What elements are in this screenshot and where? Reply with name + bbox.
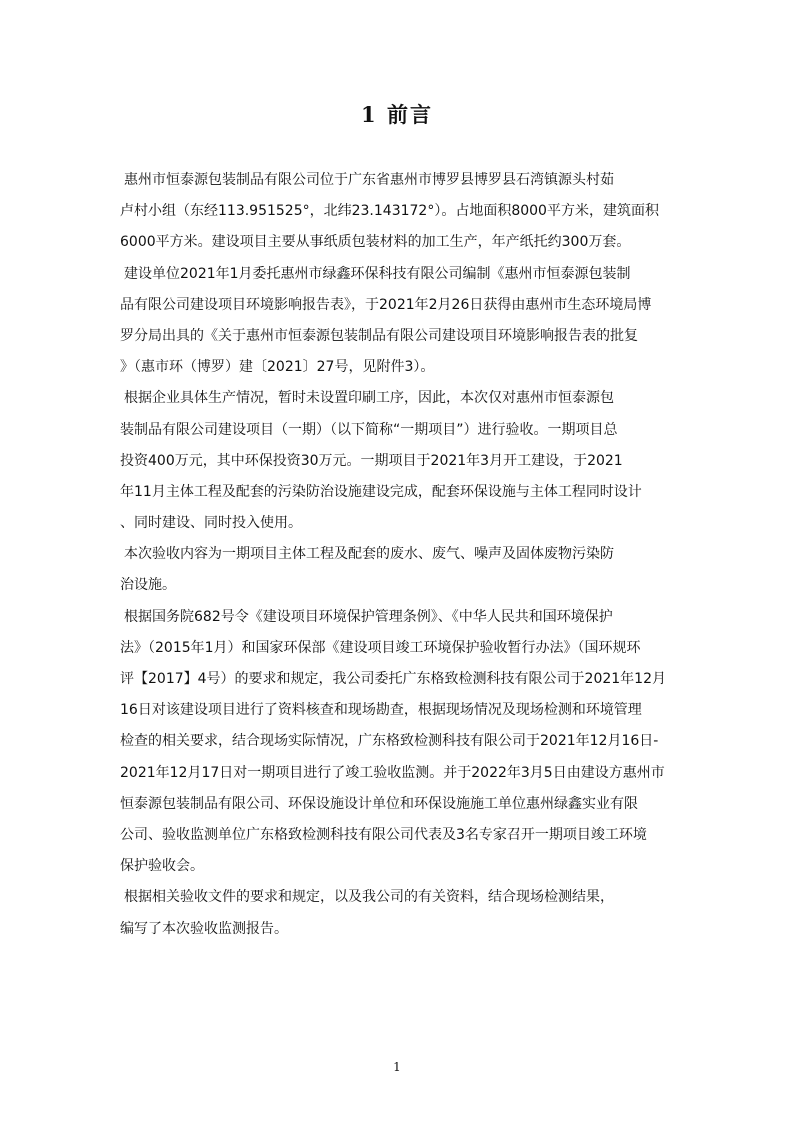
text-line: 6000平方米。建设项目主要从事纸质包装材料的加工生产，年产纸托约300万套。 <box>120 234 631 251</box>
text-line: 罗分局出具的《关于惠州市恒泰源包装制品有限公司建设项目环境影响报告表的批复 <box>120 327 638 344</box>
text-line: 评【2017】4号）的要求和规定，我公司委托广东格致检测科技有限公司于2021年12月 <box>120 671 666 687</box>
text-line: 惠州市恒泰源包装制品有限公司位于广东省惠州市博罗县博罗县石湾镇源头村茹 <box>124 172 614 188</box>
paragraph-phase-one <box>120 383 696 539</box>
text-line: 根据相关验收文件的要求和规定，以及我公司的有关资料，结合现场检测结果， <box>124 889 614 906</box>
section-title: 1 前言 <box>361 102 433 127</box>
text-line: 、同时建设、同时投入使用。 <box>120 515 302 532</box>
text-line: 装制品有限公司建设项目（一期）（以下简称“一期项目”）进行验收。一期项目总 <box>120 421 618 438</box>
text-line: 本次验收内容为一期项目主体工程及配套的废水、废气、噪声及固体废物污染防 <box>124 546 614 563</box>
text-line: 》（惠市环（博罗）建〔2021〕27号，见附件3）。 <box>120 359 435 376</box>
text-line: 公司、验收监测单位广东格致检测科技有限公司代表及3名专家召开一期项目竣工环境 <box>120 826 647 843</box>
text-line: 法》（2015年1月）和国家环保部《建设项目竣工环境保护验收暂行办法》（国环规环 <box>120 639 641 656</box>
paragraph-eia <box>120 259 696 384</box>
paragraph-regulations <box>120 602 696 883</box>
text-line: 恒泰源包装制品有限公司、环保设施设计单位和环保设施施工单位惠州绿鑫实业有限 <box>120 795 638 812</box>
text-line: 品有限公司建设项目环境影响报告表》，于2021年2月26日获得由惠州市生态环境局博 <box>120 296 652 313</box>
text-line: 建设单位2021年1月委托惠州市绿鑫环保科技有限公司编制《惠州市恒泰源包装制 <box>124 265 631 282</box>
text-line: 年11月主体工程及配套的污染防治设施建设完成，配套环保设施与主体工程同时设计 <box>120 483 642 500</box>
text-line: 治设施。 <box>120 577 176 594</box>
text-line: 根据企业具体生产情况，暂时未设置印刷工序，因此，本次仅对惠州市恒泰源包 <box>124 390 614 407</box>
paragraph-acceptance-scope <box>120 539 696 601</box>
text-line: 2021年12月17日对一期项目进行了竣工验收监测。并于2022年3月5日由建设方惠州市 <box>120 764 665 781</box>
text-line: 卢村小组（东经113.951525°，北纬23.143172°）。占地面积8000平方米，建筑面积 <box>120 203 659 220</box>
text-line: 检查的相关要求，结合现场实际情况，广东格致检测科技有限公司于2021年12月16日- <box>120 733 659 750</box>
document-body <box>120 165 696 945</box>
paragraph-report-basis <box>120 882 696 944</box>
paragraph-location <box>120 165 696 259</box>
text-line: 保护验收会。 <box>120 858 204 875</box>
text-line: 投资400万元，其中环保投资30万元。一期项目于2021年3月开工建设，于2021 <box>120 452 623 469</box>
text-line: 16日对该建设项目进行了资料核查和现场勘查，根据现场情况及现场检测和环境管理 <box>120 702 642 719</box>
page-number: 1 <box>393 1060 401 1074</box>
text-line: 根据国务院682号令《建设项目环境保护管理条例》、《中华人民共和国环境保护 <box>124 608 613 625</box>
text-line: 编写了本次验收监测报告。 <box>120 920 288 937</box>
